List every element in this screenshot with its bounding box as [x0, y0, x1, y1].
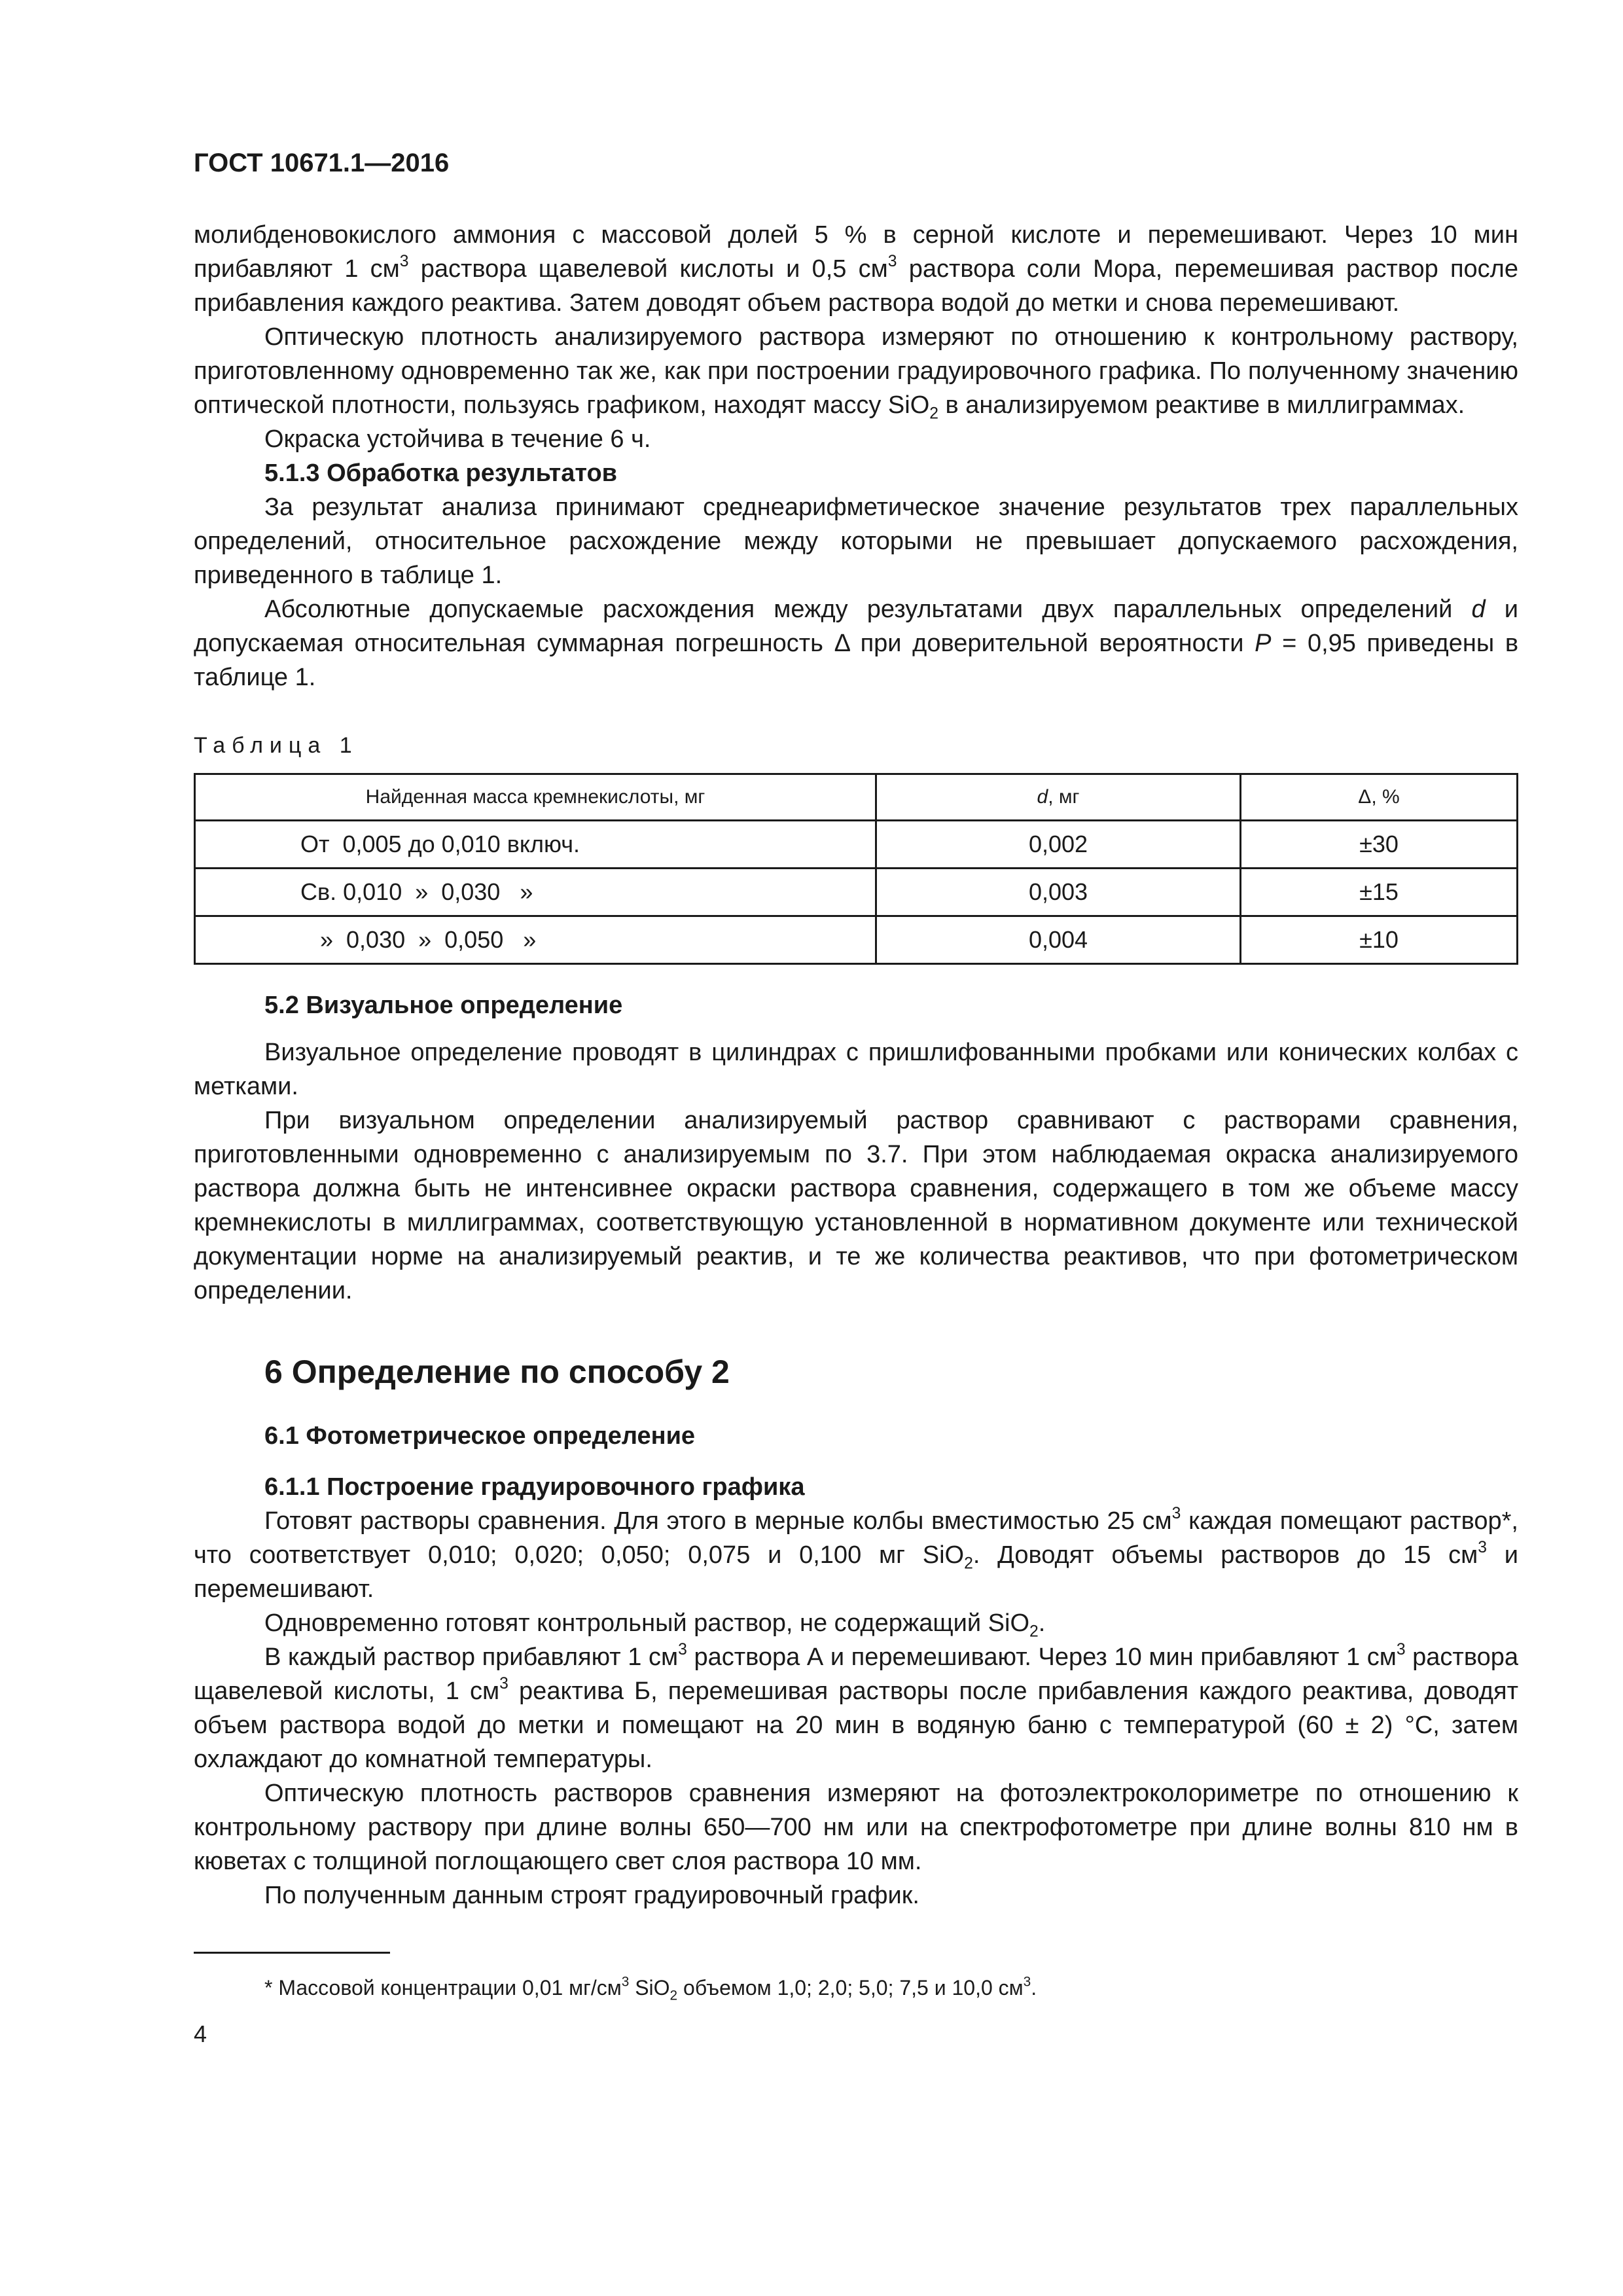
table-row [195, 869, 1518, 916]
document-page [194, 147, 1518, 2048]
table-header-cell: Найденная масса кремнекислоты, мг [195, 774, 876, 821]
table-cell: » 0,030 » 0,050 » [195, 916, 876, 964]
paragraph: Окраска устойчива в течение 6 ч. [264, 425, 651, 453]
paragraph: молибденовокислого аммония с массовой долей 5 % в серной кислоте и перемешивают. Через 10 мин прибавляют 1 $см^3$ раствора щавелевой кислоты и 0,5 $см^3$ раствора соли Мора, перемешивая раствор после прибавления каждого реактива. Затем доводят объем раствора водой до метки и снова перемешивают. [194, 221, 1518, 317]
paragraph: За результат анализа принимают среднеарифметическое значение результатов трех параллельных определений, относительное расхождение между которыми не превышает допускаемого расхождения, приведенного в таблице 1. [194, 493, 1518, 589]
table-cell: 0,004 [876, 916, 1241, 964]
paragraph: Оптическую плотность растворов сравнения измеряют на фотоэлектроколориметре по отношению к контрольному раствору при длине волны 650—700 нм или на спектрофотометре при длине волны 810 нм в кюветах с толщиной поглощающего свет слоя раствора 10 мм. [194, 1780, 1518, 1875]
section-heading-6-1: 6.1 Фотометрическое определение [264, 1422, 696, 1450]
table-row [195, 821, 1518, 869]
table-cell: 0,002 [876, 821, 1241, 869]
table-cell: ±30 [1241, 821, 1518, 869]
section-heading-5-2: 5.2 Визуальное определение [264, 992, 623, 1019]
table-header-cell: d, мг [876, 774, 1241, 821]
page-number: 4 [194, 2020, 207, 2047]
table-1 [194, 773, 1518, 965]
paragraph: Готовят растворы сравнения. Для этого в мерные колбы вместимостью 25 $см^3$ каждая помещают раствор*, что соответствует 0,010; 0,020; 0,050; 0,075 и 0,100 мг SiO$_2$. Доводят объемы растворов до 15 $см^3$ и перемешивают. [194, 1504, 1518, 1603]
paragraph: Визуальное определение проводят в цилиндрах с пришлифованными пробками или конических колбах с метками. [194, 1039, 1518, 1100]
paragraph: При визуальном определении анализируемый раствор сравнивают с растворами сравнения, приготовленными одновременно с анализируемым по 3.7. При этом наблюдаемая окраска анализируемого раствора должна быть не интенсивнее окраски раствора сравнения, содержащего в том же объеме массу кремнекислоты в миллиграммах, соответствующую установленной в нормативном документе или технической документации норме на анализируемый реактив, и те же количества реактивов, что при фотометрическом определении. [194, 1107, 1518, 1304]
table-caption: Таблица 1 [194, 733, 359, 758]
table-cell: ±15 [1241, 869, 1518, 916]
footnote: * Массовой концентрации 0,01 $мг/см^3$ SiO$_2$ объемом 1,0; 2,0; 5,0; 7,5 и 10,0 $см^3$. [264, 1974, 1037, 2003]
paragraph: Абсолютные допускаемые расхождения между результатами двух параллельных определений d и допускаемая относительная суммарная погрешность Δ при доверительной вероятности P = 0,95 приведены в таблице 1. [194, 596, 1519, 691]
table-cell: 0,003 [876, 869, 1241, 916]
footnote-divider [194, 1952, 390, 1954]
table-header-cell: Δ, % [1241, 774, 1518, 821]
table-cell: ±10 [1241, 916, 1518, 964]
section-heading-6: 6 Определение по способу 2 [264, 1354, 730, 1390]
section-heading-5-1-3: 5.1.3 Обработка результатов [264, 459, 618, 487]
document-header: ГОСТ 10671.1—2016 [194, 149, 450, 177]
table-cell: От 0,005 до 0,010 включ. [195, 821, 876, 869]
paragraph: Одновременно готовят контрольный раствор, не содержащий SiO$_2$. [264, 1609, 1046, 1641]
table-cell: Св. 0,010 » 0,030 » [195, 869, 876, 916]
section-heading-6-1-1: 6.1.1 Построение градуировочного графика [264, 1473, 805, 1501]
table-row [195, 916, 1518, 964]
paragraph: В каждый раствор прибавляют 1 $см^3$ раствора А и перемешивают. Через 10 мин прибавляют 1 $см^3$ раствора щавелевой кислоты, 1 $см^3$ реактива Б, перемешивая растворы после прибавления каждого реактива, доводят объем раствора водой до метки и помещают на 20 мин в водяную баню с температурой (60 ± 2) °С, затем охлаждают до комнатной температуры. [194, 1640, 1518, 1773]
paragraph: Оптическую плотность анализируемого раствора измеряют по отношению к контрольному раствору, приготовленному одновременно так же, как при построении градуировочного графика. По полученному значению оптической плотности, пользуясь графиком, находят массу SiO$_2$ в анализируемом реактиве в миллиграммах. [194, 323, 1518, 423]
paragraph: По полученным данным строят градуировочный график. [264, 1882, 919, 1909]
table-header-row [195, 774, 1518, 821]
